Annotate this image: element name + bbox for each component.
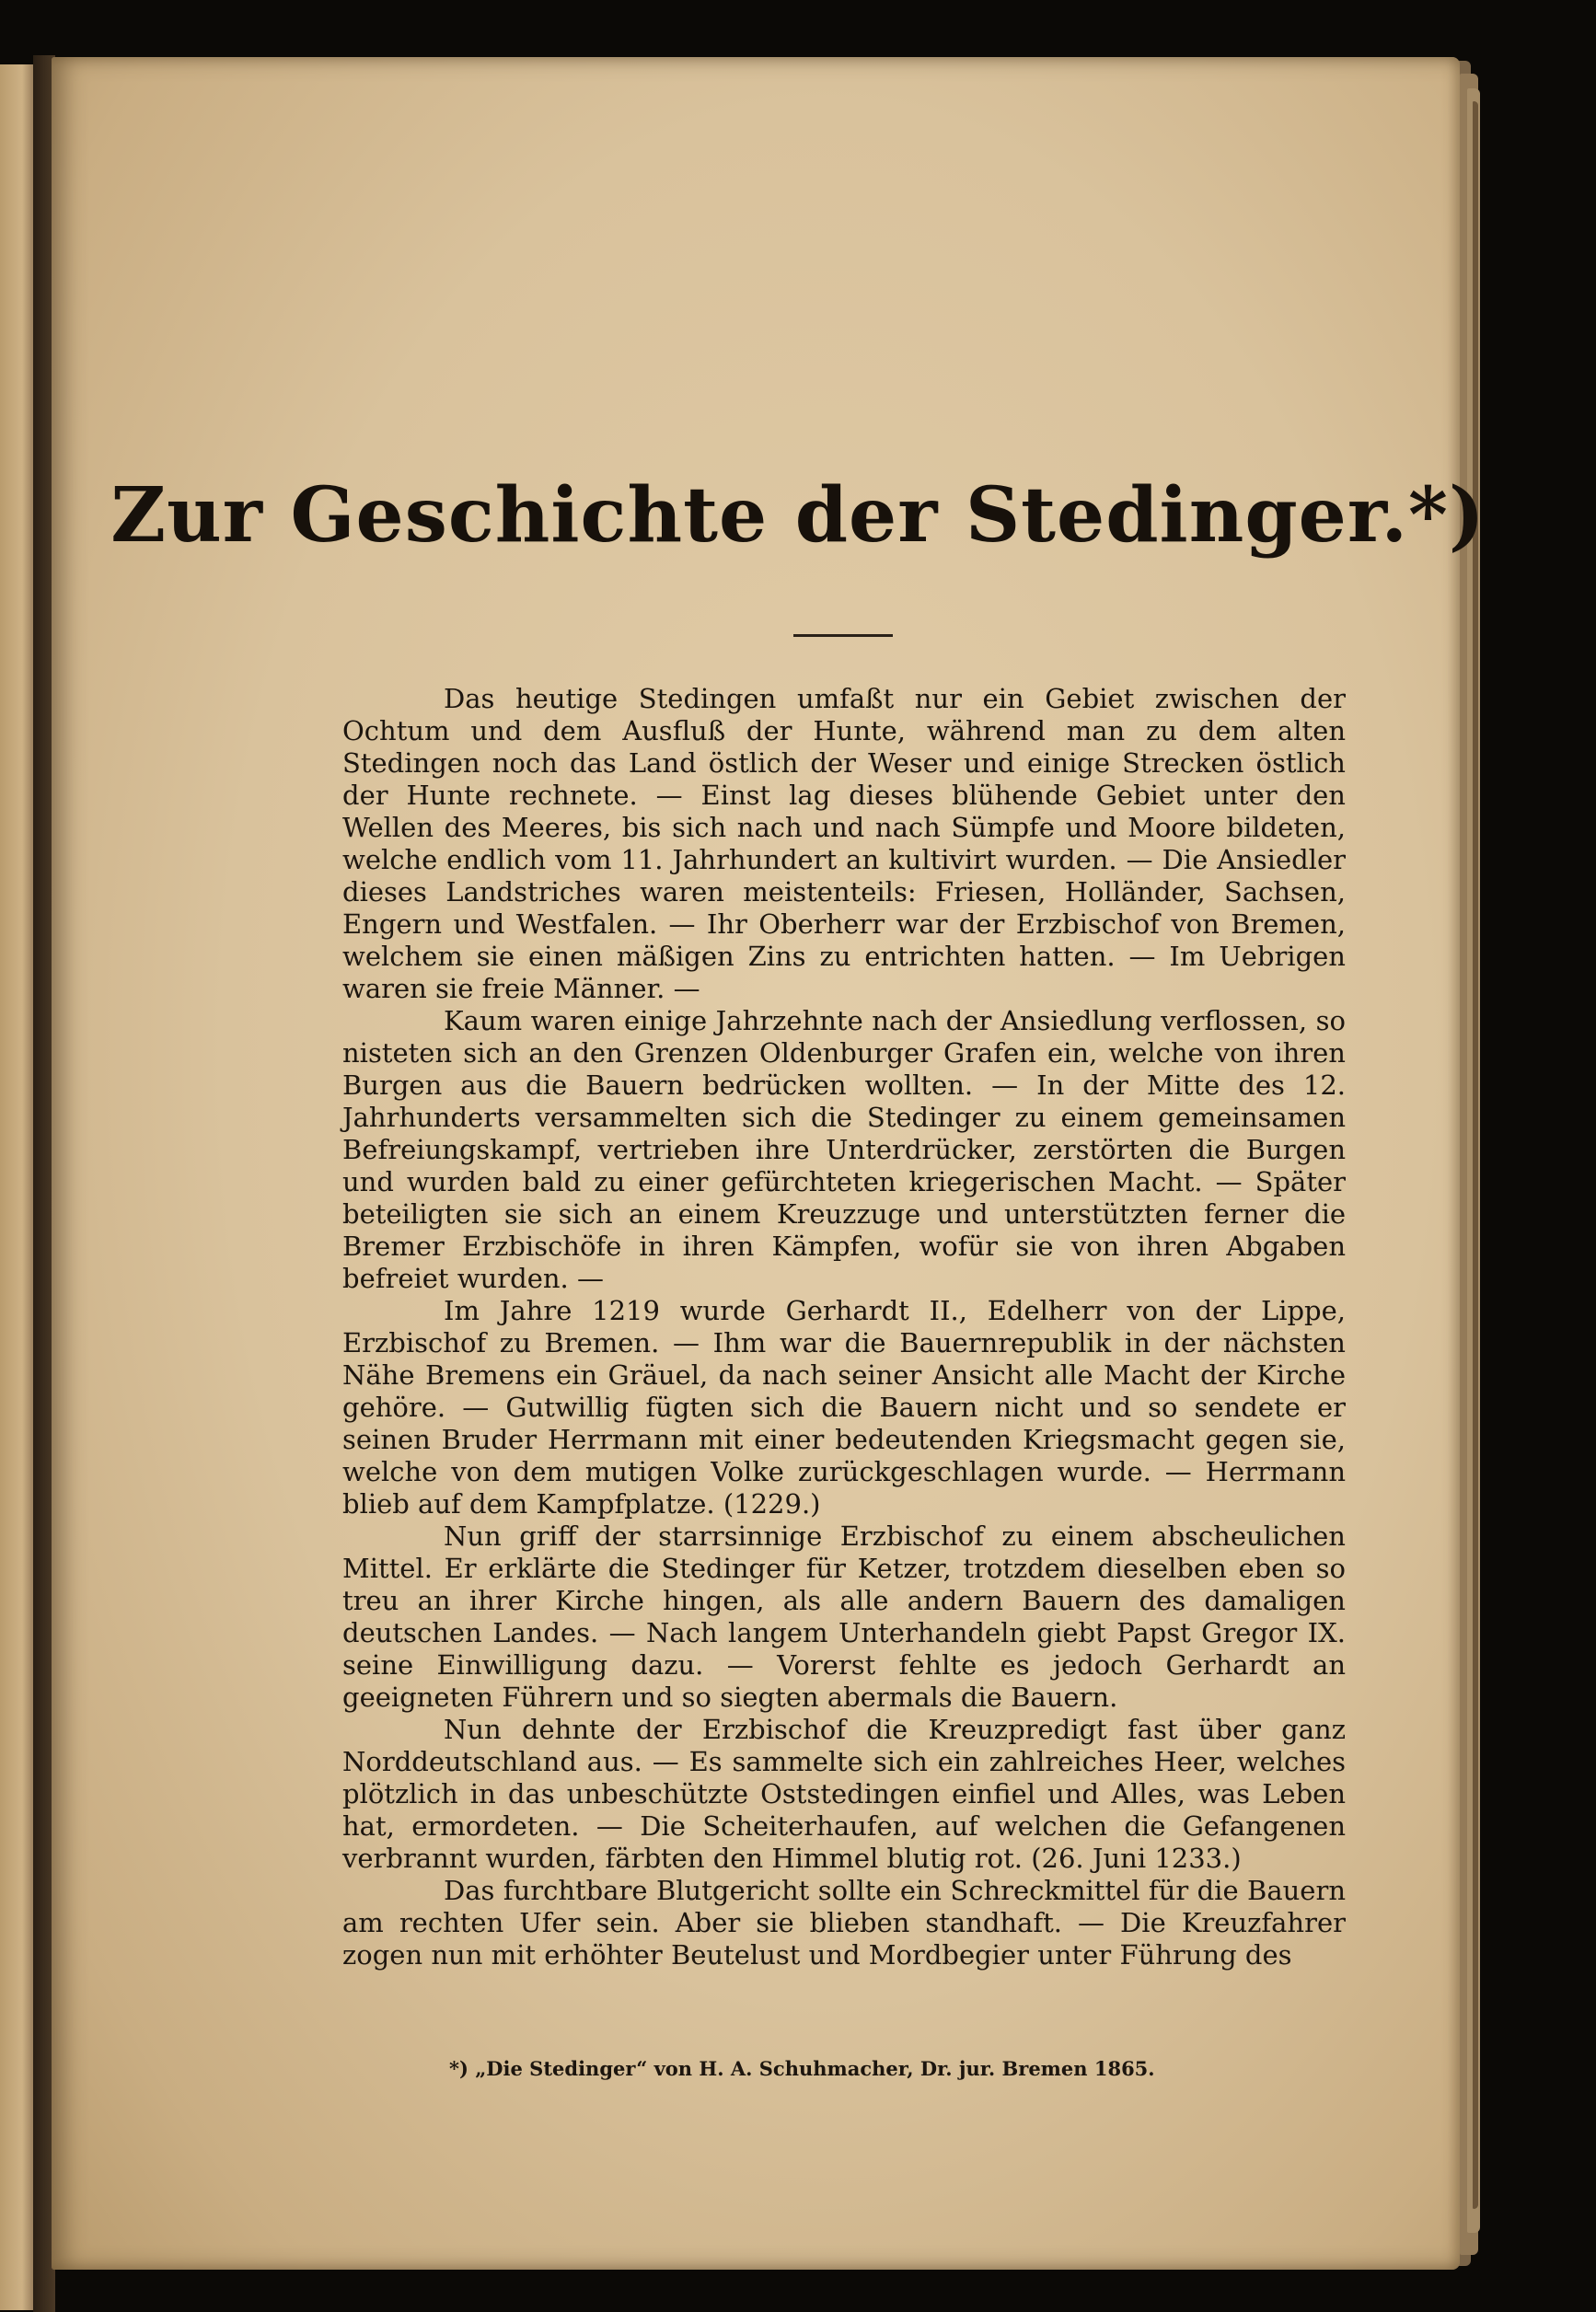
title-divider: [793, 634, 893, 637]
paragraph: Das furchtbare Blutgericht sollte ein Schreckmittel für die Bauern am rechten Ufer sein. Aber sie blieben standhaft. — Die Kreuzfahrer zogen nun mit erhöhter Beutelust und Mordbegier unter Führung des: [342, 1875, 1346, 1971]
paragraph: Im Jahre 1219 wurde Gerhardt II., Edelherr von der Lippe, Erzbischof zu Bremen. — Ihm war die Bauernrepublik in der nächsten Nähe Bremens ein Gräuel, da nach seiner Ansicht alle Macht der Kirche gehöre. — Gutwillig fügten sich die Bauern nicht und so sendete er seinen Bruder Herrmann mit einer bedeutenden Kriegsmacht gegen sie, welche von dem mutigen Volke zurückgeschlagen wurde. — Herrmann blieb auf dem Kampfplatze. (1229.): [342, 1295, 1346, 1520]
paragraph: Nun dehnte der Erzbischof die Kreuzpredigt fast über ganz Norddeutschland aus. — Es sammelte sich ein zahlreiches Heer, welches plötzlich in das unbeschützte Oststedingen einfiel und Alles, was Leben hat, ermordeten. — Die Scheiterhaufen, auf welchen die Gefangenen verbrannt wurden, färbten den Himmel blutig rot. (26. Juni 1233.): [342, 1714, 1346, 1874]
paragraph: Das heutige Stedingen umfaßt nur ein Gebiet zwischen der Ochtum und dem Ausfluß der Hunte, während man zu dem alten Stedingen noch das Land östlich der Weser und einige Strecken östlich der Hunte rechnete. — Einst lag dieses blühende Gebiet unter den Wellen des Meeres, bis sich nach und nach Sümpfe und Moore bildeten, welche endlich vom 11. Jahrhundert an kultivirt wurden. — Die Ansiedler dieses Landstriches waren meistenteils: Friesen, Holländer, Sachsen, Engern und Westfalen. — Ihr Oberherr war der Erzbischof von Bremen, welchem sie einen mäßigen Zins zu entrichten hatten. — Im Uebrigen waren sie freie Männer. —: [342, 683, 1346, 1004]
footnote: *) „Die Stedinger“ von H. A. Schuhmacher, Dr. jur. Bremen 1865.: [449, 2057, 1155, 2080]
paragraph: Kaum waren einige Jahrzehnte nach der Ansiedlung verflossen, so nisteten sich an den Grenzen Oldenburger Grafen ein, welche von ihren Burgen aus die Bauern bedrücken wollten. — In der Mitte des 12. Jahrhunderts versammelten sich die Stedinger zu einem gemeinsamen Befreiungskampf, vertrieben ihre Unterdrücker, zerstörten die Burgen und wurden bald zu einer gefürchteten kriegerischen Macht. — Später beteiligten sie sich an einem Kreuzzuge und unterstützten ferner die Bremer Erzbischöfe in ihren Kämpfen, wofür sie von ihren Abgaben befreiet wurden. —: [342, 1005, 1346, 1294]
previous-page-edge: [0, 64, 37, 2310]
paragraph: Nun griff der starrsinnige Erzbischof zu einem abscheulichen Mittel. Er erklärte die Stedinger für Ketzer, trotzdem dieselben eben so treu an ihrer Kirche hingen, als alle andern Bauern des damaligen deutschen Landes. — Nach langem Unterhandeln giebt Papst Gregor IX. seine Einwilligung dazu. — Vorerst fehlte es jedoch Gerhardt an geeigneten Führern und so siegten abermals die Bauern.: [342, 1520, 1346, 1713]
body-text: [342, 683, 1346, 1971]
page-title: Zur Geschichte der Stedinger.*): [110, 471, 1486, 560]
page-stack-edge: [1473, 101, 1478, 2209]
